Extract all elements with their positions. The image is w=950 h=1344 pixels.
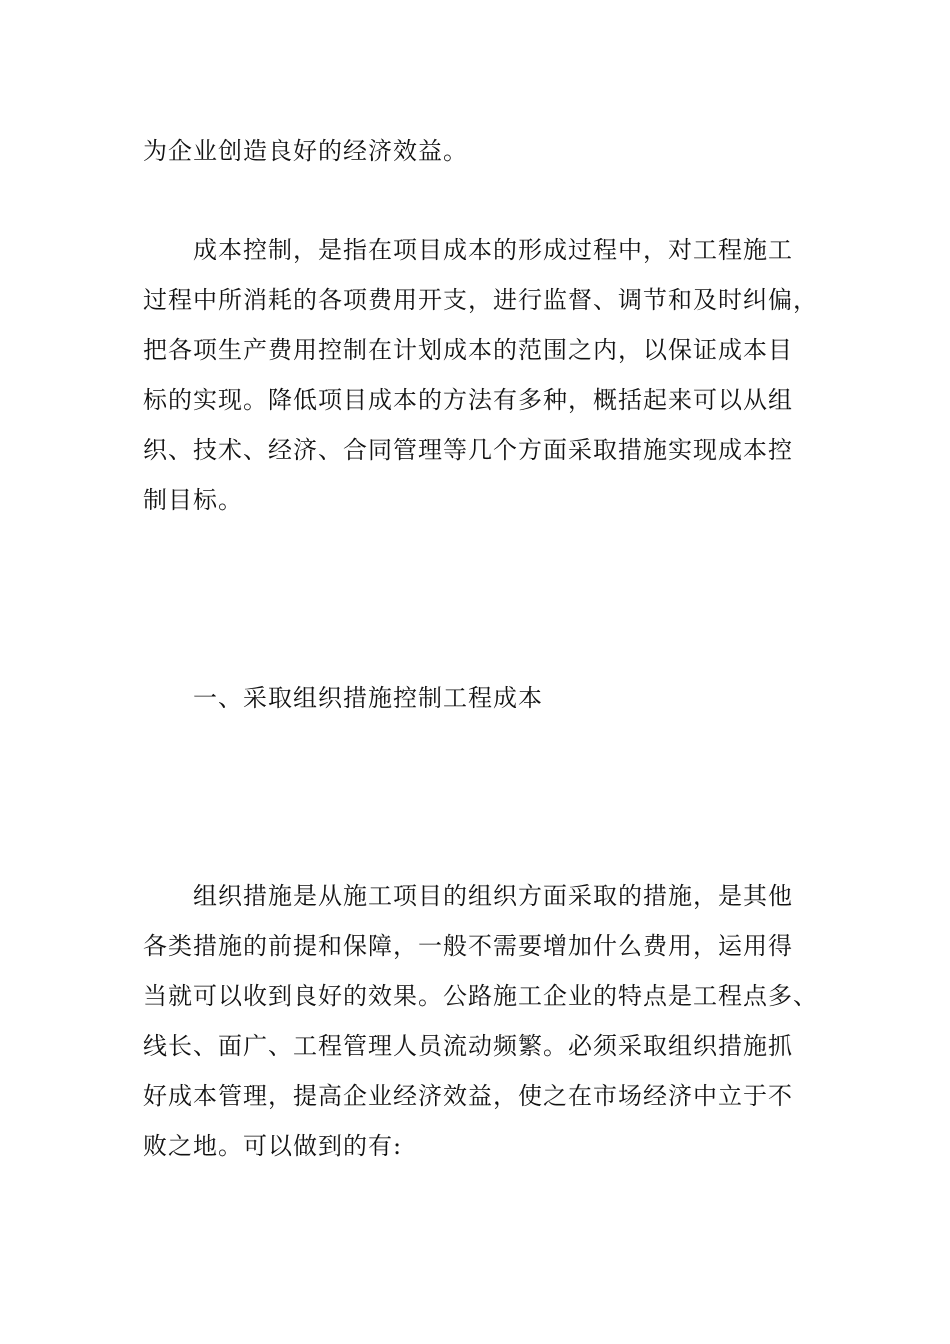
paragraph-line: 成本控制，是指在项目成本的形成过程中，对工程施工 bbox=[193, 236, 793, 264]
paragraph-line: 线长、面广、工程管理人员流动频繁。必须采取组织措施抓 bbox=[143, 1032, 793, 1060]
paragraph-line: 当就可以收到良好的效果。公路施工企业的特点是工程点多、 bbox=[143, 982, 818, 1010]
paragraph-line: 标的实现。降低项目成本的方法有多种，概括起来可以从组 bbox=[143, 386, 793, 414]
paragraph-line: 败之地。可以做到的有: bbox=[143, 1132, 403, 1160]
paragraph-line: 组织措施是从施工项目的组织方面采取的措施，是其他 bbox=[193, 882, 793, 910]
paragraph-line: 各类措施的前提和保障，一般不需要增加什么费用，运用得 bbox=[143, 932, 793, 960]
paragraph-line: 制目标。 bbox=[143, 486, 243, 514]
paragraph-line: 织、技术、经济、合同管理等几个方面采取措施实现成本控 bbox=[143, 436, 793, 464]
paragraph-line: 好成本管理，提高企业经济效益，使之在市场经济中立于不 bbox=[143, 1082, 793, 1110]
paragraph-line: 把各项生产费用控制在计划成本的范围之内，以保证成本目 bbox=[143, 336, 793, 364]
paragraph-line: 为企业创造良好的经济效益。 bbox=[143, 137, 468, 165]
section-heading: 一、采取组织措施控制工程成本 bbox=[193, 684, 543, 712]
paragraph-line: 过程中所消耗的各项费用开支，进行监督、调节和及时纠偏， bbox=[143, 286, 818, 314]
